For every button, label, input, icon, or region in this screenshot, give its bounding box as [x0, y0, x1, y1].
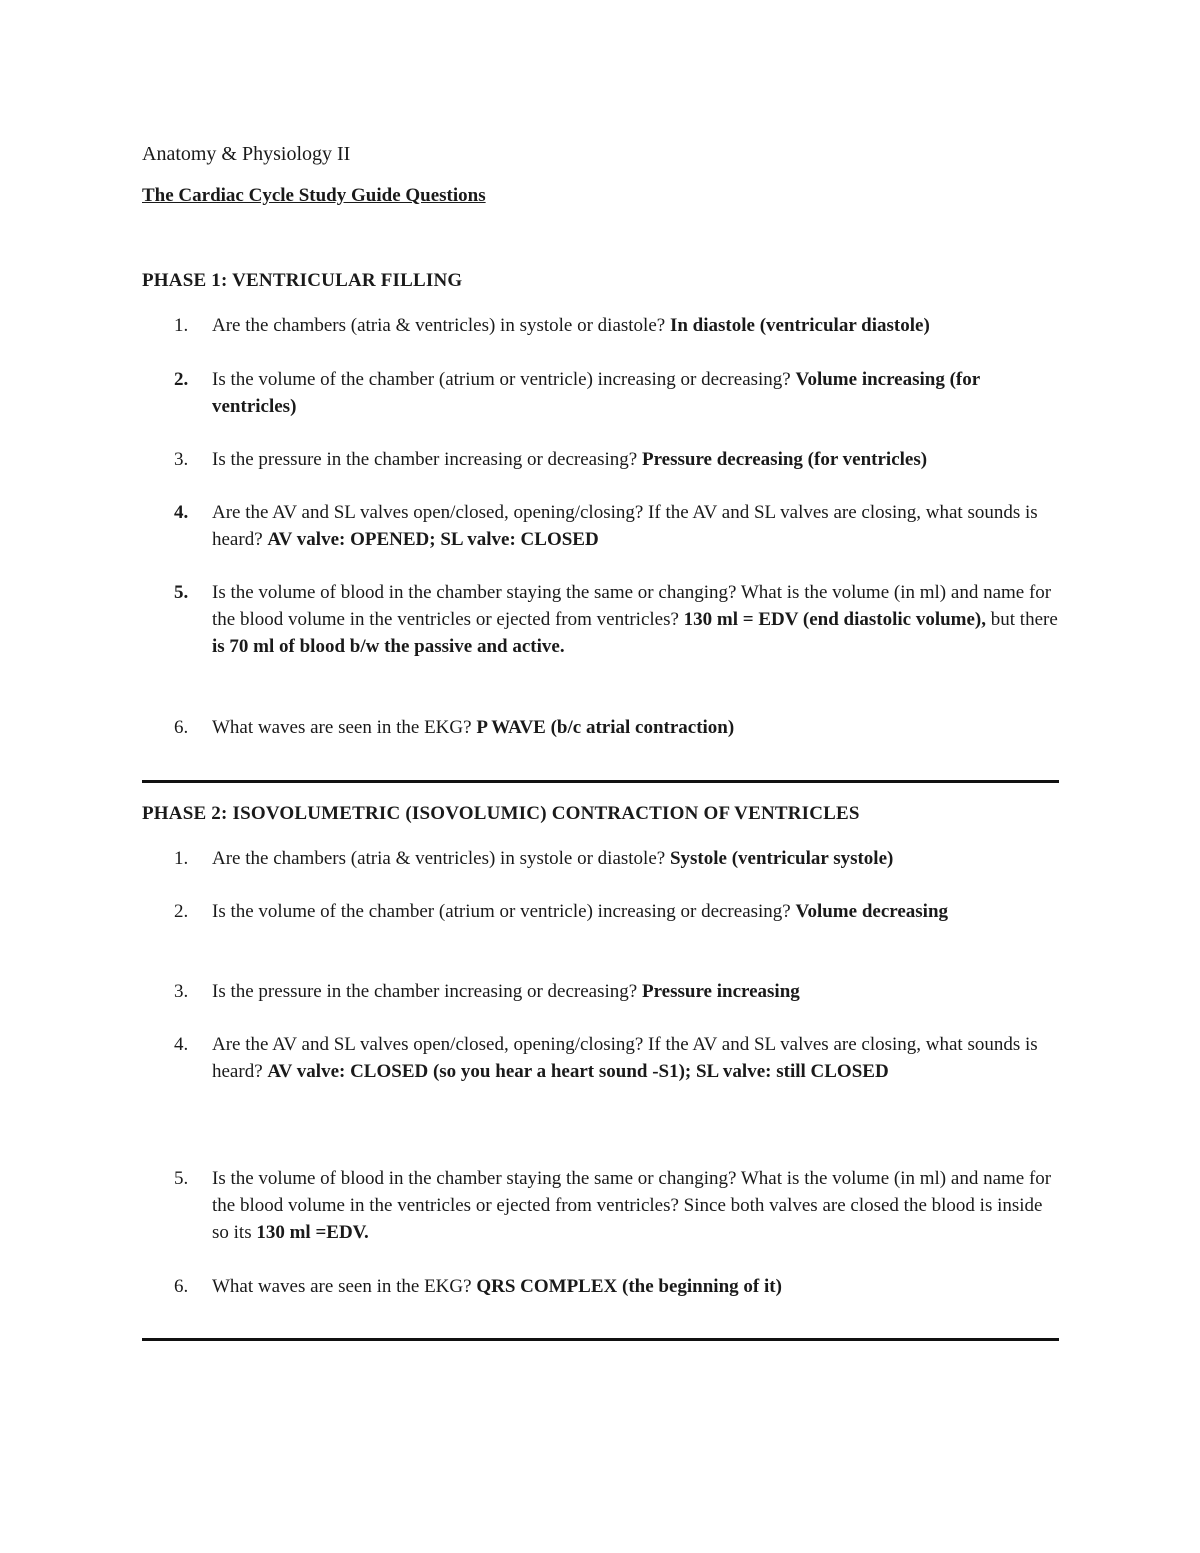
- question-prompt: Is the pressure in the chamber increasing or decreasing?: [212, 449, 642, 470]
- question-prompt: Are the chambers (atria & ventricles) in systole or diastole?: [212, 848, 670, 869]
- answer-text: Volume decreasing: [795, 901, 949, 922]
- question-text: [212, 898, 1060, 925]
- question-number: 4.: [174, 1034, 189, 1055]
- question-text: [212, 1165, 1060, 1246]
- answer-text: Pressure increasing: [641, 981, 800, 1002]
- answer-connector: but there: [986, 609, 1058, 630]
- question-number: 3.: [174, 449, 189, 470]
- question-prompt: Is the volume of blood in the chamber staying the same or changing? What is the volume (in ml) and name for the blood volume in the ventricles or ejected from ventricles? Since both valves are closed the blood is inside so its: [212, 1168, 1052, 1243]
- question-prompt: Is the volume of the chamber (atrium or ventricle) increasing or decreasing?: [212, 369, 796, 390]
- question-number: 4.: [174, 502, 189, 523]
- question-number: 5.: [174, 1168, 189, 1189]
- page-title: The Cardiac Cycle Study Guide Questions: [142, 185, 486, 206]
- question-text: [212, 499, 1060, 553]
- answer-text: QRS COMPLEX (the beginning of it): [476, 1276, 782, 1297]
- question-number: 1.: [174, 848, 189, 869]
- question-prompt: Is the volume of the chamber (atrium or ventricle) increasing or decreasing?: [212, 901, 796, 922]
- question-number: 6.: [174, 717, 189, 738]
- answer-text: Volume increasing (for ventricles): [212, 369, 980, 417]
- answer-text: In diastole (ventricular diastole): [669, 315, 930, 336]
- question-number: 2.: [174, 369, 189, 390]
- question-text: [212, 446, 1060, 473]
- answer-text: Systole (ventricular systole): [669, 848, 894, 869]
- question-text: [212, 366, 1060, 420]
- course-name: Anatomy & Physiology II: [142, 143, 351, 165]
- phase-2-heading: PHASE 2: ISOVOLUMETRIC (ISOVOLUMIC) CONTRACTION OF VENTRICLES: [142, 803, 860, 824]
- question-number: 3.: [174, 981, 189, 1002]
- question-number: 2.: [174, 901, 189, 922]
- answer-text: 130 ml = EDV (end diastolic volume),: [683, 609, 987, 630]
- section-divider: [142, 780, 1059, 783]
- answer-text: 130 ml =EDV.: [256, 1222, 369, 1243]
- question-text: [212, 1273, 1060, 1300]
- answer-text: AV valve: CLOSED (so you hear a heart sound -S1); SL valve: still CLOSED: [267, 1061, 889, 1082]
- question-number: 5.: [174, 582, 189, 603]
- section-divider: [142, 1338, 1059, 1341]
- question-prompt: Are the AV and SL valves open/closed, opening/closing? If the AV and SL valves are closing, what sounds is heard?: [212, 1034, 1038, 1082]
- question-text: [212, 1031, 1060, 1085]
- question-prompt: Is the volume of blood in the chamber staying the same or changing? What is the volume (in ml) and name for the blood volume in the ventricles or ejected from ventricles?: [212, 582, 1052, 630]
- question-text: [212, 978, 1060, 1005]
- question-prompt: Are the chambers (atria & ventricles) in systole or diastole?: [212, 315, 670, 336]
- question-number: 1.: [174, 315, 189, 336]
- question-prompt: What waves are seen in the EKG?: [212, 1276, 477, 1297]
- answer-text: P WAVE (b/c atrial contraction): [476, 717, 735, 738]
- question-prompt: Is the pressure in the chamber increasing or decreasing?: [212, 981, 642, 1002]
- question-number: 6.: [174, 1276, 189, 1297]
- answer-text: AV valve: OPENED; SL valve: CLOSED: [267, 529, 599, 550]
- question-text: [212, 312, 1060, 339]
- question-text: [212, 845, 1060, 872]
- question-text: [212, 579, 1060, 660]
- question-prompt: What waves are seen in the EKG?: [212, 717, 477, 738]
- question-text: [212, 714, 1060, 741]
- question-prompt: Are the AV and SL valves open/closed, opening/closing? If the AV and SL valves are closing, what sounds is heard?: [212, 502, 1038, 550]
- answer-text-continued: is 70 ml of blood b/w the passive and active.: [212, 636, 565, 657]
- phase-1-heading: PHASE 1: VENTRICULAR FILLING: [142, 270, 463, 291]
- answer-text: Pressure decreasing (for ventricles): [641, 449, 928, 470]
